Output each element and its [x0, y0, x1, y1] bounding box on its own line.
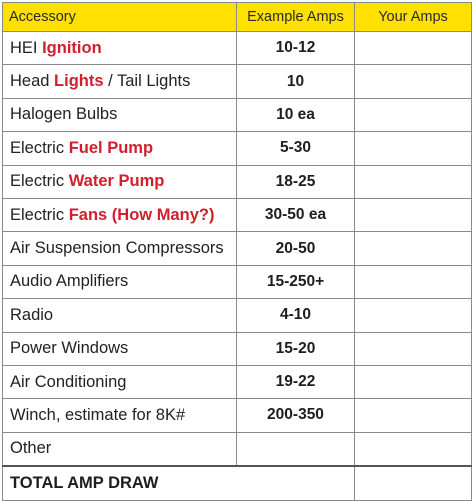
accessory-text: Air Conditioning — [10, 372, 127, 391]
accessory-cell — [3, 232, 237, 265]
header-accessory: Accessory — [3, 3, 237, 32]
accessory-text: HEI — [10, 38, 43, 57]
accessory-cell — [3, 432, 237, 465]
accessory-text: Electric — [10, 172, 69, 191]
accessory-suffix: / Tail Lights — [103, 72, 191, 91]
accessory-text: Radio — [10, 305, 54, 324]
accessory-highlight: Water Pump — [68, 172, 165, 191]
example-amps-cell: 10 — [237, 65, 355, 98]
table-row — [3, 132, 472, 165]
your-amps-cell[interactable] — [355, 365, 472, 398]
accessory-cell — [3, 98, 237, 131]
accessory-text: Other — [10, 439, 52, 458]
accessory-cell — [3, 365, 237, 398]
table-row — [3, 32, 472, 65]
table-row — [3, 232, 472, 265]
accessory-text: Electric — [10, 205, 69, 224]
accessory-cell — [3, 165, 237, 198]
your-amps-cell[interactable] — [355, 165, 472, 198]
total-amp-draw-label: TOTAL AMP DRAW — [3, 466, 355, 501]
accessory-cell — [3, 198, 237, 231]
accessory-text: Power Windows — [10, 339, 129, 358]
example-amps-cell: 18-25 — [237, 165, 355, 198]
accessory-cell — [3, 132, 237, 165]
your-amps-cell[interactable] — [355, 65, 472, 98]
table-row — [3, 98, 472, 131]
table-row — [3, 65, 472, 98]
accessory-cell — [3, 332, 237, 365]
accessory-text: Air Suspension Compressors — [10, 239, 224, 258]
accessory-text: Electric — [10, 138, 69, 157]
example-amps-cell: 19-22 — [237, 365, 355, 398]
table-body — [3, 32, 472, 466]
accessory-highlight: Fans (How Many?) — [68, 205, 215, 224]
your-amps-cell[interactable] — [355, 332, 472, 365]
total-amps-cell[interactable] — [355, 466, 472, 501]
table-row — [3, 198, 472, 231]
your-amps-cell[interactable] — [355, 265, 472, 298]
accessory-highlight: Fuel Pump — [68, 138, 154, 157]
example-amps-cell[interactable] — [237, 432, 355, 465]
example-amps-cell: 20-50 — [237, 232, 355, 265]
table-row — [3, 399, 472, 432]
your-amps-cell[interactable] — [355, 299, 472, 332]
accessory-text: Halogen Bulbs — [10, 105, 118, 124]
example-amps-cell: 10 ea — [237, 98, 355, 131]
table-footer — [3, 466, 472, 501]
amp-draw-table — [2, 2, 472, 501]
table-row — [3, 299, 472, 332]
example-amps-cell: 4-10 — [237, 299, 355, 332]
example-amps-cell: 10-12 — [237, 32, 355, 65]
your-amps-cell[interactable] — [355, 232, 472, 265]
table-row — [3, 332, 472, 365]
your-amps-cell[interactable] — [355, 32, 472, 65]
example-amps-cell: 15-250+ — [237, 265, 355, 298]
accessory-text: Head — [10, 72, 55, 91]
your-amps-cell[interactable] — [355, 132, 472, 165]
your-amps-cell[interactable] — [355, 98, 472, 131]
accessory-cell — [3, 65, 237, 98]
accessory-highlight: Lights — [54, 72, 104, 91]
your-amps-cell[interactable] — [355, 198, 472, 231]
header-your-amps: Your Amps — [355, 3, 472, 32]
total-row — [3, 466, 472, 501]
header-row — [3, 3, 472, 32]
table-header — [3, 3, 472, 32]
accessory-text: Audio Amplifiers — [10, 272, 129, 291]
example-amps-cell: 30-50 ea — [237, 198, 355, 231]
table-row — [3, 265, 472, 298]
accessory-highlight: Ignition — [42, 38, 102, 57]
header-example-amps: Example Amps — [237, 3, 355, 32]
your-amps-cell[interactable] — [355, 399, 472, 432]
table-row — [3, 165, 472, 198]
example-amps-cell: 15-20 — [237, 332, 355, 365]
accessory-text: Winch, estimate for 8K# — [10, 405, 186, 424]
accessory-cell — [3, 299, 237, 332]
example-amps-cell: 5-30 — [237, 132, 355, 165]
accessory-cell — [3, 265, 237, 298]
accessory-cell — [3, 32, 237, 65]
table-row — [3, 365, 472, 398]
accessory-cell — [3, 399, 237, 432]
table-row — [3, 432, 472, 465]
example-amps-cell: 200-350 — [237, 399, 355, 432]
your-amps-cell[interactable] — [355, 432, 472, 465]
